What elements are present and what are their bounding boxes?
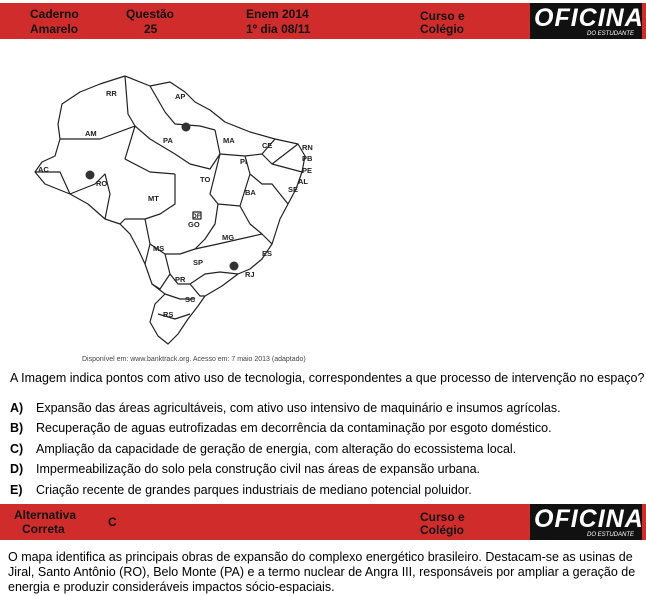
oficina-logo bbox=[530, 3, 642, 39]
answer-value: C bbox=[108, 515, 117, 529]
label-ma: MA bbox=[223, 136, 235, 145]
answer-bar bbox=[0, 504, 646, 540]
label-rj: RJ bbox=[245, 270, 255, 279]
label-rr: RR bbox=[106, 89, 117, 98]
logo-text: OFICINA bbox=[534, 505, 644, 533]
explanation-text: O mapa identifica as principais obras de expansão do complexo energético brasileiro. Destacam-se as usinas de Jiral, Santo Antônio (RO), Belo Monte (PA) e a termo nuclear de Angra III, responsáveis por ampliar a geração de energia e produzir consideráveis impactos sócio-espaciais. bbox=[8, 550, 636, 594]
label-pa: PA bbox=[163, 136, 173, 145]
answer-label-line1: Alternativa bbox=[14, 508, 77, 522]
option-letter: D) bbox=[10, 462, 24, 476]
curso-line1: Curso e bbox=[420, 9, 465, 23]
option-text: Ampliação da capacidade de geração de energia, com alteração do ecossistema local. bbox=[36, 442, 517, 456]
label-mt: MT bbox=[148, 194, 159, 203]
label-al: AL bbox=[298, 177, 308, 186]
logo-subtext: DO ESTUDANTE bbox=[586, 31, 634, 37]
label-sc: SC bbox=[185, 295, 196, 304]
dot-angra bbox=[230, 262, 239, 271]
answer-curso-line1: Curso e bbox=[420, 510, 465, 524]
label-ac: AC bbox=[38, 165, 49, 174]
oficina-logo bbox=[530, 504, 642, 540]
label-rn: RN bbox=[302, 143, 313, 152]
logo-subtext: DO ESTUDANTE bbox=[586, 532, 634, 538]
option-a bbox=[10, 401, 561, 415]
map-credit: Disponível em: www.banktrack.org. Acesso em: 7 maio 2013 (adaptado) bbox=[82, 356, 306, 363]
header-bar bbox=[0, 3, 646, 39]
label-ba: BA bbox=[245, 188, 256, 197]
label-sp: SP bbox=[193, 258, 204, 267]
option-text: Criação recente de grandes parques industriais de mediano potencial poluidor. bbox=[36, 483, 472, 497]
label-pi: PI bbox=[240, 157, 248, 166]
label-ap: AP bbox=[175, 92, 186, 101]
questao-value: 25 bbox=[144, 22, 158, 36]
dot-belo-monte bbox=[182, 123, 191, 132]
label-go: GO bbox=[188, 220, 200, 229]
caderno-label: Caderno bbox=[30, 7, 79, 21]
option-e bbox=[10, 483, 472, 497]
option-letter: C) bbox=[10, 442, 24, 456]
label-to: TO bbox=[200, 175, 211, 184]
label-pr: PR bbox=[175, 275, 186, 284]
option-letter: B) bbox=[10, 421, 24, 435]
answer-curso-line2: Colégio bbox=[420, 523, 464, 537]
option-letter: E) bbox=[10, 483, 23, 497]
option-text: Recuperação de aguas eutrofizadas em decorrência da contaminação por esgoto doméstico. bbox=[36, 421, 552, 435]
brazil-map bbox=[0, 44, 646, 366]
dot-santo-antonio bbox=[86, 171, 95, 180]
label-df: DF bbox=[192, 213, 201, 220]
answer-label-line2: Correta bbox=[22, 522, 65, 536]
label-mg: MG bbox=[222, 233, 235, 242]
label-ce: CE bbox=[262, 141, 273, 150]
question-text: A Imagem indica pontos com ativo uso de tecnologia, correspondentes a que processo de intervenção no espaço? bbox=[10, 371, 645, 385]
option-letter: A) bbox=[10, 401, 24, 415]
questao-label: Questão bbox=[126, 7, 175, 21]
option-c bbox=[10, 442, 516, 456]
exam-label: Enem 2014 bbox=[246, 7, 309, 21]
label-pe: PE bbox=[302, 166, 313, 175]
label-es: ES bbox=[262, 249, 273, 258]
state-borders bbox=[35, 76, 302, 319]
option-b bbox=[10, 421, 552, 435]
label-pb: PB bbox=[302, 154, 313, 163]
option-text: Impermeabilização do solo pela construção civil nas áreas de expansão urbana. bbox=[36, 462, 481, 476]
label-ro: RO bbox=[96, 179, 108, 188]
brazil-outline bbox=[35, 76, 305, 344]
exam-value: 1º dia 08/11 bbox=[246, 22, 311, 36]
label-ms: MS bbox=[153, 244, 165, 253]
label-rs: RS bbox=[163, 310, 174, 319]
label-se: SE bbox=[288, 185, 299, 194]
option-text: Expansão das áreas agricultáveis, com ativo uso intensivo de maquinário e insumos agrícolas. bbox=[36, 401, 561, 415]
option-d bbox=[10, 462, 480, 476]
curso-line2: Colégio bbox=[420, 22, 464, 36]
label-am: AM bbox=[85, 129, 97, 138]
caderno-value: Amarelo bbox=[30, 22, 79, 36]
logo-text: OFICINA bbox=[534, 4, 644, 32]
